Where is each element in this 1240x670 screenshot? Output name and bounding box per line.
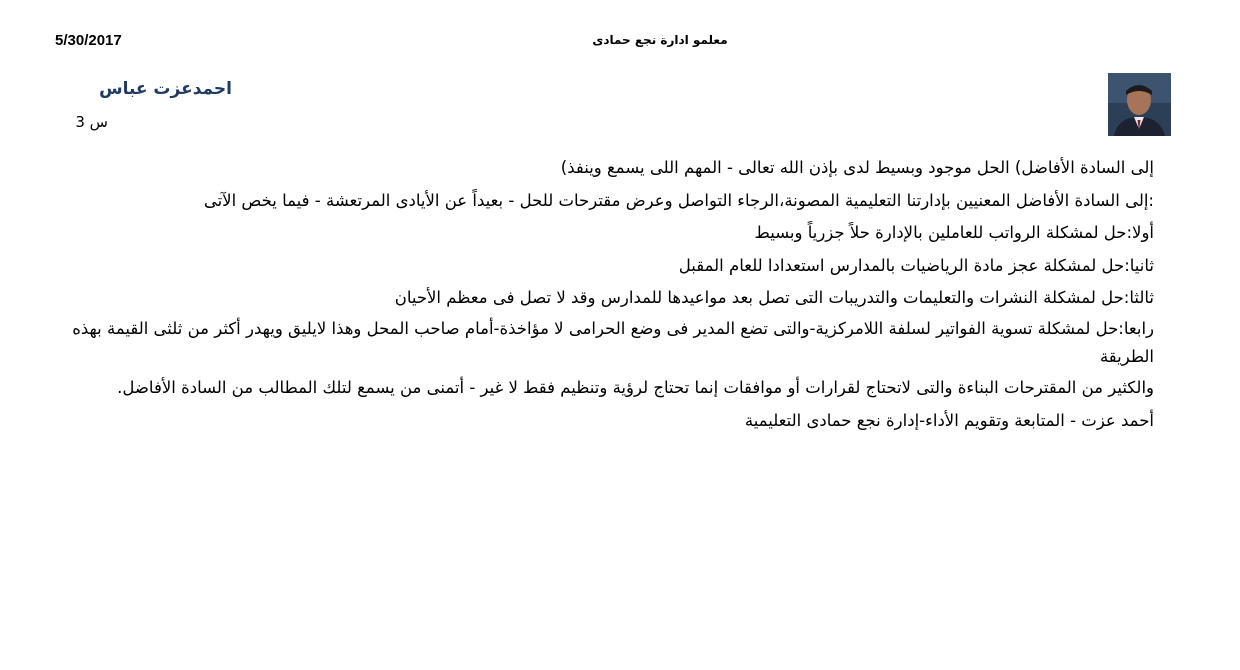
author-name[interactable]: احمدعزت عباس xyxy=(99,79,232,99)
post-line: أولا:حل لمشكلة الرواتب للعاملين بالإدارة حلاً جزرياً وبسيط xyxy=(754,223,1154,242)
post-line: ثالثا:حل لمشكلة النشرات والتعليمات والتدريبات التى تصل بعد مواعيدها للمدارس وقد لا تصل فى معظم الأحيان xyxy=(394,288,1154,307)
post-line: والكثير من المقترحات البناءة والتى لاتحتاج لقرارات أو موافقات إنما تحتاج لرؤية وتنظيم فقط لا غير - أتمنى من يسمع لتلك المطالب من السادة الأفاضل. xyxy=(117,377,1154,397)
person-photo-icon xyxy=(1108,73,1171,136)
post-line: إلى السادة الأفاضل) الحل موجود وبسيط لدى بإذن الله تعالى - المهم اللى يسمع وينفذ) xyxy=(560,158,1154,177)
question-number: س 3 xyxy=(75,113,108,131)
print-date: 5/30/2017 xyxy=(55,32,122,49)
avatar[interactable] xyxy=(1108,73,1171,136)
post-line: :إلى السادة الأفاضل المعنيين بإدارتنا التعليمية المصونة،الرجاء التواصل وعرض مقترحات للحل - بعيداً عن الأيادى المرتعشة - فيما يخص الآتى xyxy=(203,190,1154,210)
post-signature: أحمد عزت - المتابعة وتقويم الأداء-إدارة نجع حمادى التعليمية xyxy=(744,410,1154,430)
page-title: معلمو ادارة نجع حمادى xyxy=(592,33,728,47)
post-line: ثانيا:حل لمشكلة عجز مادة الرياضيات بالمدارس استعدادا للعام المقبل xyxy=(678,255,1154,275)
post-body xyxy=(64,152,1154,437)
post-line: رابعا:حل لمشكلة تسوية الفواتير لسلفة اللامركزية-والتى تضع المدير فى وضع الحرامى لا مؤاخذة-أمام صاحب المحل وهذا لايليق ويهدر أكثر من ثلثى القيمة بهذه الطريقة xyxy=(72,318,1154,366)
